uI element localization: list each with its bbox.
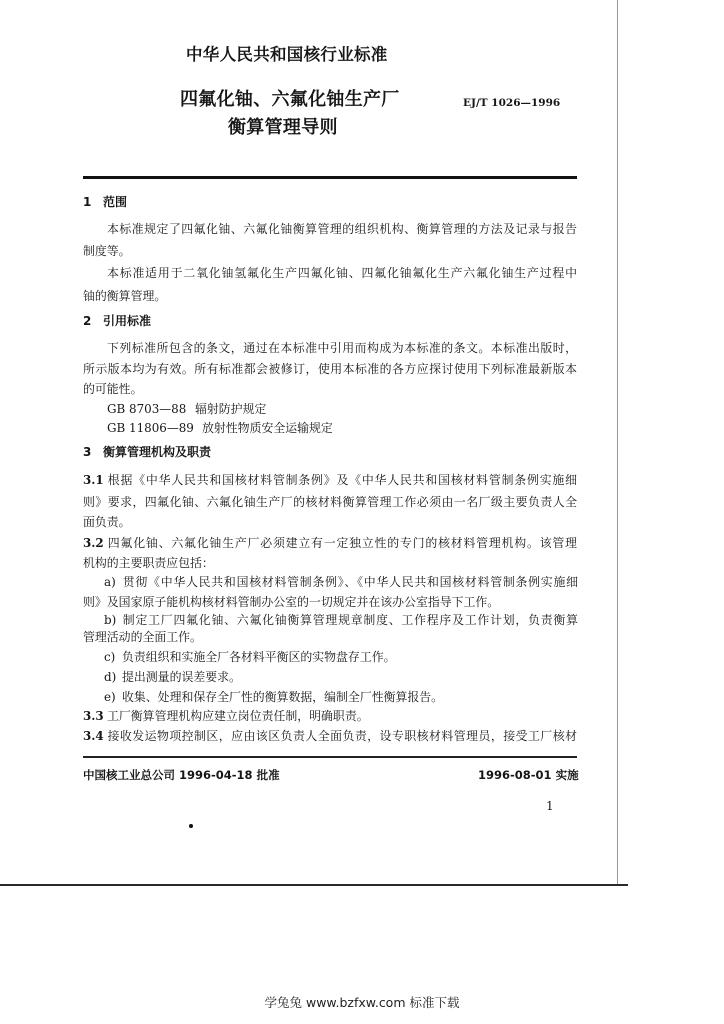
effective-date: 1996-08-01 实施: [478, 768, 579, 782]
clause-text: 接收发运物项控制区，应由该区负责人全面负责，设专职核材料管理员，接受工厂核材: [107, 729, 577, 743]
clause-number: 3.4: [83, 729, 104, 743]
header-divider: [83, 176, 577, 179]
reference-title: 辐射防护规定: [195, 402, 267, 416]
section-3-heading: [83, 444, 211, 460]
item-label: e): [104, 690, 116, 704]
section-number: 3: [83, 445, 92, 459]
item-label: d): [104, 670, 117, 684]
section-title: 引用标准: [103, 314, 152, 328]
section-1-heading: [83, 194, 127, 210]
clause-3-4-line: [83, 728, 577, 744]
scope-line: 制度等。: [83, 244, 131, 258]
section-2-heading: [83, 313, 151, 329]
section-title: 范围: [103, 195, 128, 209]
item-text: 制定工厂四氟化铀、六氟化铀衡算管理规章制度、工作程序及工作计划，负责衡算: [122, 613, 578, 627]
clause-text: 工厂衡算管理机构应建立岗位责任制，明确职责。: [107, 709, 369, 723]
item-label: b): [104, 613, 117, 627]
references-line: 下列标准所包含的条文，通过在本标准中引用而构成为本标准的条文。本标准出版时，: [107, 341, 577, 355]
section-title: 衡算管理机构及职责: [103, 445, 212, 459]
document-title-line-2: 衡算管理导则: [228, 117, 338, 138]
clause-3-3-line: [83, 708, 369, 724]
clause-number: 3.3: [83, 709, 104, 723]
duty-item-b-line: 管理活动的全面工作。: [83, 630, 202, 644]
clause-text: 四氟化铀、六氟化铀生产厂必须建立有一定独立性的专门的核材料管理机构。该管理: [107, 536, 577, 550]
references-line: 所示版本均为有效。所有标准都会被修订，使用本标准的各方应探讨使用下列标准最新版本: [83, 362, 577, 376]
clause-3-1-line: 则》要求，四氟化铀、六氟化铀生产厂的核材料衡算管理工作必须由一名厂级主要负责人全: [83, 495, 577, 509]
clause-3-2-line: [83, 535, 577, 551]
item-text: 提出测量的误差要求。: [122, 670, 241, 684]
clause-3-2-line: 机构的主要职责应包括：: [83, 556, 214, 570]
clause-3-1-line: 面负责。: [83, 515, 131, 529]
scan-edge-vertical-line: [617, 0, 618, 884]
section-number: 2: [83, 314, 92, 328]
reference-code: GB 11806—89: [107, 421, 194, 435]
reference-code: GB 8703—88: [107, 402, 187, 416]
clause-text: 根据《中华人民共和国核材料管制条例》及《中华人民共和国核材料管制条例实施细: [107, 473, 577, 487]
download-watermark: 学兔兔 www.bzfxw.com 标准下载: [264, 995, 460, 1010]
references-line: 的可能性。: [83, 382, 143, 396]
reference-item: [107, 420, 333, 436]
duty-item-a: [104, 574, 578, 590]
scan-edge-horizontal-line: [0, 884, 628, 886]
scope-line: 铀的衡算管理。: [83, 289, 167, 303]
reference-item: [107, 401, 266, 417]
duty-item-c: [104, 649, 396, 665]
item-label: c): [104, 650, 116, 664]
standard-category: 中华人民共和国核行业标准: [186, 45, 388, 64]
page-number: 1: [546, 799, 554, 813]
clause-number: 3.1: [83, 473, 104, 487]
scope-line: 本标准规定了四氟化铀、六氟化铀衡算管理的组织机构、衡算管理的方法及记录与报告: [107, 222, 577, 236]
duty-item-e: [104, 689, 443, 705]
clause-number: 3.2: [83, 536, 104, 550]
approval-info: 中国核工业总公司 1996-04-18 批准: [83, 768, 280, 782]
item-text: 贯彻《中华人民共和国核材料管制条例》、《中华人民共和国核材料管制条例实施细: [122, 575, 578, 589]
clause-3-1-line: [83, 472, 577, 488]
item-text: 收集、处理和保存全厂性的衡算数据，编制全厂性衡算报告。: [122, 690, 444, 704]
item-text: 负责组织和实施全厂各材料平衡区的实物盘存工作。: [122, 650, 396, 664]
section-number: 1: [83, 195, 92, 209]
footer-divider: [83, 756, 577, 758]
document-title-line-1: 四氟化铀、六氟化铀生产厂: [180, 89, 400, 110]
scan-speck: [189, 824, 193, 828]
duty-item-b: [104, 612, 578, 628]
duty-item-d: [104, 669, 241, 685]
reference-title: 放射性物质安全运输规定: [202, 421, 333, 435]
standard-number: EJ/T 1026—1996: [463, 97, 561, 109]
scope-line: 本标准适用于二氧化铀氢氟化生产四氟化铀、四氟化铀氟化生产六氟化铀生产过程中: [107, 266, 577, 280]
item-label: a): [104, 575, 116, 589]
duty-item-a-line: 则》及国家原子能机构核材料管制办公室的一切规定并在该办公室指导下工作。: [83, 595, 500, 609]
